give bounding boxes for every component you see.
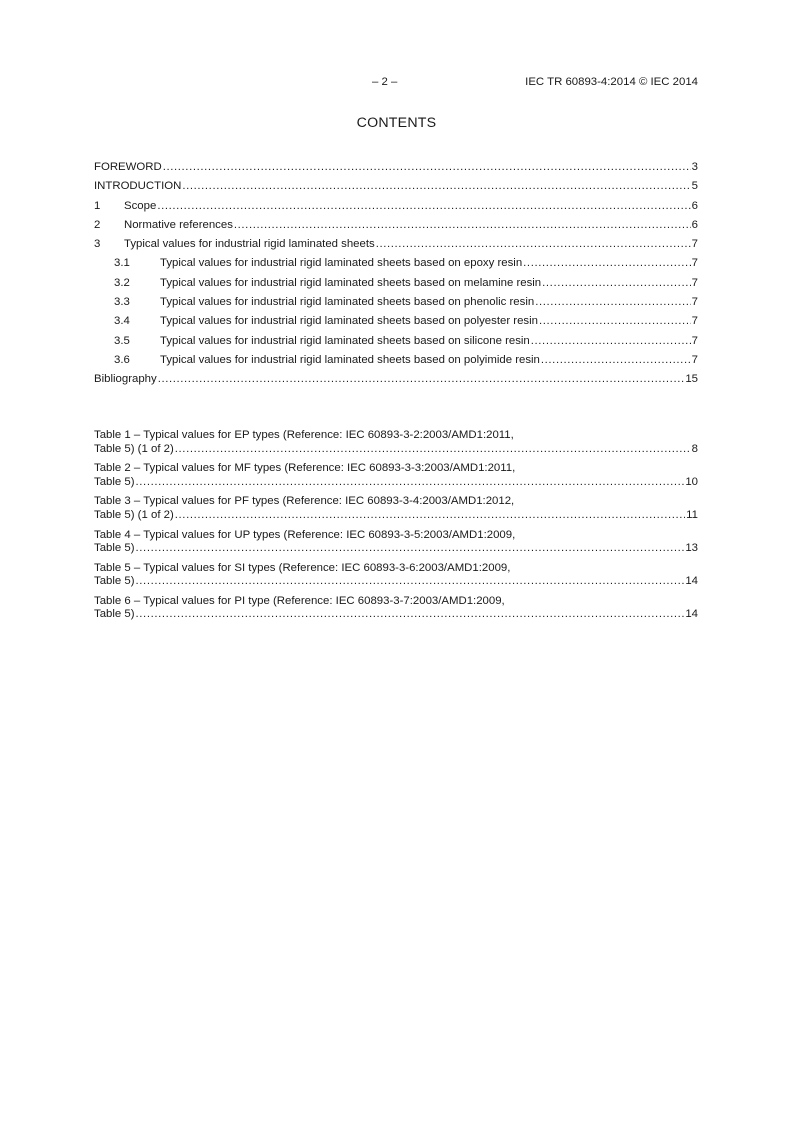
toc-entry-page: 7 [691,257,698,270]
page-number: – 2 – [372,76,398,88]
toc-entry-text: Bibliography [94,373,157,386]
table-entry-caption-end: Table 5) [94,608,135,621]
toc-entry-page: 7 [691,353,698,366]
table-entry-1[interactable] [94,429,698,456]
toc-entry-page: 6 [691,218,698,231]
toc-entry-normative-references[interactable] [94,216,698,235]
table-entry-4[interactable] [94,529,698,556]
toc-entry-page: 7 [691,334,698,347]
dot-leader [541,351,691,370]
toc-entry-bibliography[interactable] [94,370,698,389]
toc-entry-page: 7 [691,238,698,251]
page-title: CONTENTS [356,115,437,131]
table-entry-2[interactable] [94,462,698,489]
toc-entry-page: 3 [691,161,698,173]
dot-leader [163,158,691,177]
toc-entry-phenolic[interactable] [94,293,698,312]
table-entry-caption: Table 2 – Typical values for MF types (Reference: IEC 60893-3-3:2003/AMD1:2011, [94,462,516,475]
toc-entry-text: Typical values for industrial rigid laminated sheets based on melamine resin [160,276,542,289]
dot-leader [158,370,685,389]
table-entry-continuation [94,476,698,490]
toc-entry-number: 2 [94,218,101,231]
toc-entry-text: Typical values for industrial rigid laminated sheets [124,238,375,251]
toc-entry-number: 3.1 [114,257,130,270]
toc-entry-introduction[interactable] [94,177,698,196]
table-entry-page: 14 [685,608,698,621]
toc-entry-melamine[interactable] [94,274,698,293]
table-entry-page: 14 [685,575,698,588]
dot-leader [182,177,690,196]
toc-entry-page: 7 [691,276,698,289]
table-entry-continuation [94,542,698,556]
toc-entry-page: 5 [691,180,698,193]
dot-leader [175,509,685,523]
toc-entry-text: Typical values for industrial rigid laminated sheets based on polyimide resin [160,353,540,366]
toc-entry-text: INTRODUCTION [94,180,182,193]
toc-entry-number: 3.2 [114,276,130,289]
table-entry-5[interactable] [94,562,698,589]
toc-entry-number: 3.5 [114,334,130,347]
dot-leader [157,197,690,216]
toc-entry-polyester[interactable] [94,312,698,331]
table-entry-caption-end: Table 5) [94,542,135,555]
toc-entry-silicone[interactable] [94,332,698,351]
table-entry-page: 13 [685,542,698,555]
dot-leader [175,443,691,457]
table-entry-caption: Table 3 – Typical values for PF types (Reference: IEC 60893-3-4:2003/AMD1:2012, [94,495,515,508]
table-of-contents [94,158,698,390]
toc-entry-typical-values[interactable] [94,235,698,254]
table-entry-caption: Table 4 – Typical values for UP types (Reference: IEC 60893-3-5:2003/AMD1:2009, [94,528,516,541]
table-entry-caption-end: Table 5) [94,475,135,488]
table-entry-continuation [94,575,698,589]
table-entry-3[interactable] [94,495,698,522]
dot-leader [523,254,690,273]
toc-entry-text: Scope [124,199,157,212]
table-entry-page: 11 [686,508,698,521]
dot-leader [376,235,691,254]
toc-entry-page: 6 [691,199,698,212]
toc-entry-text: Typical values for industrial rigid laminated sheets based on silicone resin [160,334,530,347]
table-entry-caption-end: Table 5) (1 of 2) [94,508,174,521]
table-entry-caption-end: Table 5) [94,575,135,588]
document-reference: IEC TR 60893-4:2014 © IEC 2014 [525,76,698,88]
toc-entry-scope[interactable] [94,197,698,216]
toc-entry-polyimide[interactable] [94,351,698,370]
toc-entry-page: 15 [685,373,698,386]
dot-leader [531,332,691,351]
table-entry-caption: Table 6 – Typical values for PI type (Reference: IEC 60893-3-7:2003/AMD1:2009, [94,594,505,607]
dot-leader [136,476,685,490]
toc-entry-number: 3 [94,238,101,251]
toc-entry-page: 7 [691,296,698,309]
dot-leader [136,608,685,622]
toc-entry-text: Typical values for industrial rigid laminated sheets based on polyester resin [160,315,538,328]
toc-entry-foreword[interactable] [94,158,698,177]
toc-entry-text: Typical values for industrial rigid laminated sheets based on phenolic resin [160,296,535,309]
table-entry-caption: Table 1 – Typical values for EP types (Reference: IEC 60893-3-2:2003/AMD1:2011, [94,429,514,441]
table-entry-continuation [94,443,698,457]
dot-leader [234,216,691,235]
table-entry-caption: Table 5 – Typical values for SI types (Reference: IEC 60893-3-6:2003/AMD1:2009, [94,561,511,574]
toc-entry-number: 3.6 [114,353,130,366]
dot-leader [539,312,691,331]
table-entry-caption-end: Table 5) (1 of 2) [94,442,174,455]
dot-leader [535,293,690,312]
dot-leader [136,542,685,556]
toc-entry-text: Normative references [124,218,233,231]
toc-entry-number: 1 [94,199,101,212]
list-of-tables [94,429,698,628]
table-entry-page: 10 [685,475,698,488]
page-header [94,76,698,92]
table-entry-continuation [94,608,698,622]
dot-leader [136,575,685,589]
toc-entry-text: Typical values for industrial rigid laminated sheets based on epoxy resin [160,257,523,270]
toc-entry-number: 3.4 [114,315,130,328]
dot-leader [542,274,691,293]
table-entry-continuation [94,509,698,523]
toc-entry-number: 3.3 [114,296,130,309]
toc-entry-page: 7 [691,315,698,328]
table-entry-6[interactable] [94,595,698,622]
toc-entry-text: FOREWORD [94,161,162,173]
table-entry-page: 8 [691,442,698,455]
toc-entry-epoxy[interactable] [94,254,698,273]
